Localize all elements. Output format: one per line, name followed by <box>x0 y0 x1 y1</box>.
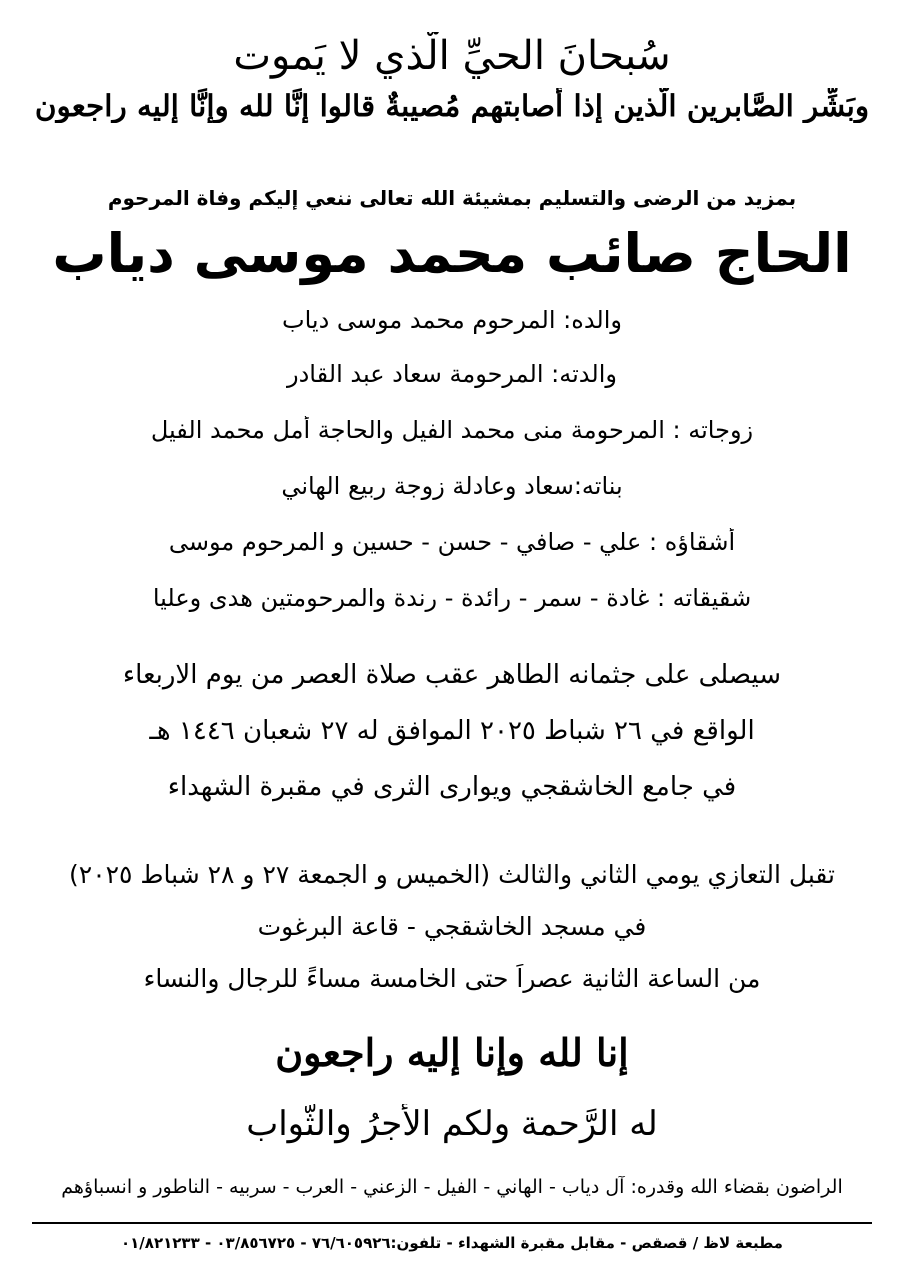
funeral-prayer-line: سيصلى على جثمانه الطاهر عقب صلاة العصر من يوم الاربعاء <box>122 660 782 690</box>
condolence-days-line: تقبل التعازي يومي الثاني والثالث (الخميس و الجمعة ٢٧ و ٢٨ شباط ٢٠٢٥) <box>69 860 835 889</box>
subhan-heading: سُبحانَ الحيِّ الَّذي لا يَموت <box>233 33 671 79</box>
quran-verse: وبَشِّرِ الصَّابرين الَّذين إذا أصابتهم مُصيبةٌ قالوا إنَّا لله وإنَّا إليه راجعون <box>34 88 870 123</box>
inna-lillah-calligraphy: إنا لله وإنا إليه راجعون <box>275 1030 629 1075</box>
deceased-name: الحاج صائب محمد موسى دياب <box>52 222 852 285</box>
sisters-line: شقيقاته : غادة - سمر - رائدة - رندة والمرحومتين هدى وعليا <box>152 584 752 612</box>
funeral-date-line: الواقع في ٢٦ شباط ٢٠٢٥ الموافق له ٢٧ شعبان ١٤٤٦ هـ <box>149 716 755 746</box>
mother-line: والدته: المرحومة سعاد عبد القادر <box>287 360 617 388</box>
footer-divider <box>32 1222 872 1224</box>
funeral-location-line: في جامع الخاشقجي ويوارى الثرى في مقبرة الشهداء <box>167 772 737 802</box>
printer-footer: مطبعة لاظ / قصقص - مقابل مقبرة الشهداء - تلفون:٧٦/٦٠٥٩٢٦ - ٠٣/٨٥٦٧٢٥ - ٠١/٨٢١٢٣٣ <box>121 1234 783 1252</box>
daughters-line: بناته:سعاد وعادلة زوجة ربيع الهاني <box>281 472 623 500</box>
mourners-line: الراضون بقضاء الله وقدره: آل دياب - الهاني - الفيل - الزعني - العرب - سربيه - الناطور و انسباؤهم <box>61 1176 843 1198</box>
rahma-calligraphy: له الرَّحمة ولكم الأجرُ والثَّواب <box>246 1104 658 1144</box>
father-line: والده: المرحوم محمد موسى دياب <box>282 306 622 334</box>
announcement-intro: بمزيد من الرضى والتسليم بمشيئة الله تعالى ننعي إليكم وفاة المرحوم <box>107 186 797 210</box>
wives-line: زوجاته : المرحومة منى محمد الفيل والحاجة أمل محمد الفيل <box>150 416 754 444</box>
brothers-line: أشقاؤه : علي - صافي - حسن - حسين و المرحوم موسى <box>168 528 736 556</box>
condolence-hours-line: من الساعة الثانية عصراً حتى الخامسة مساءً للرجال والنساء <box>143 964 761 993</box>
condolence-venue-line: في مسجد الخاشقجي - قاعة البرغوت <box>257 912 647 941</box>
